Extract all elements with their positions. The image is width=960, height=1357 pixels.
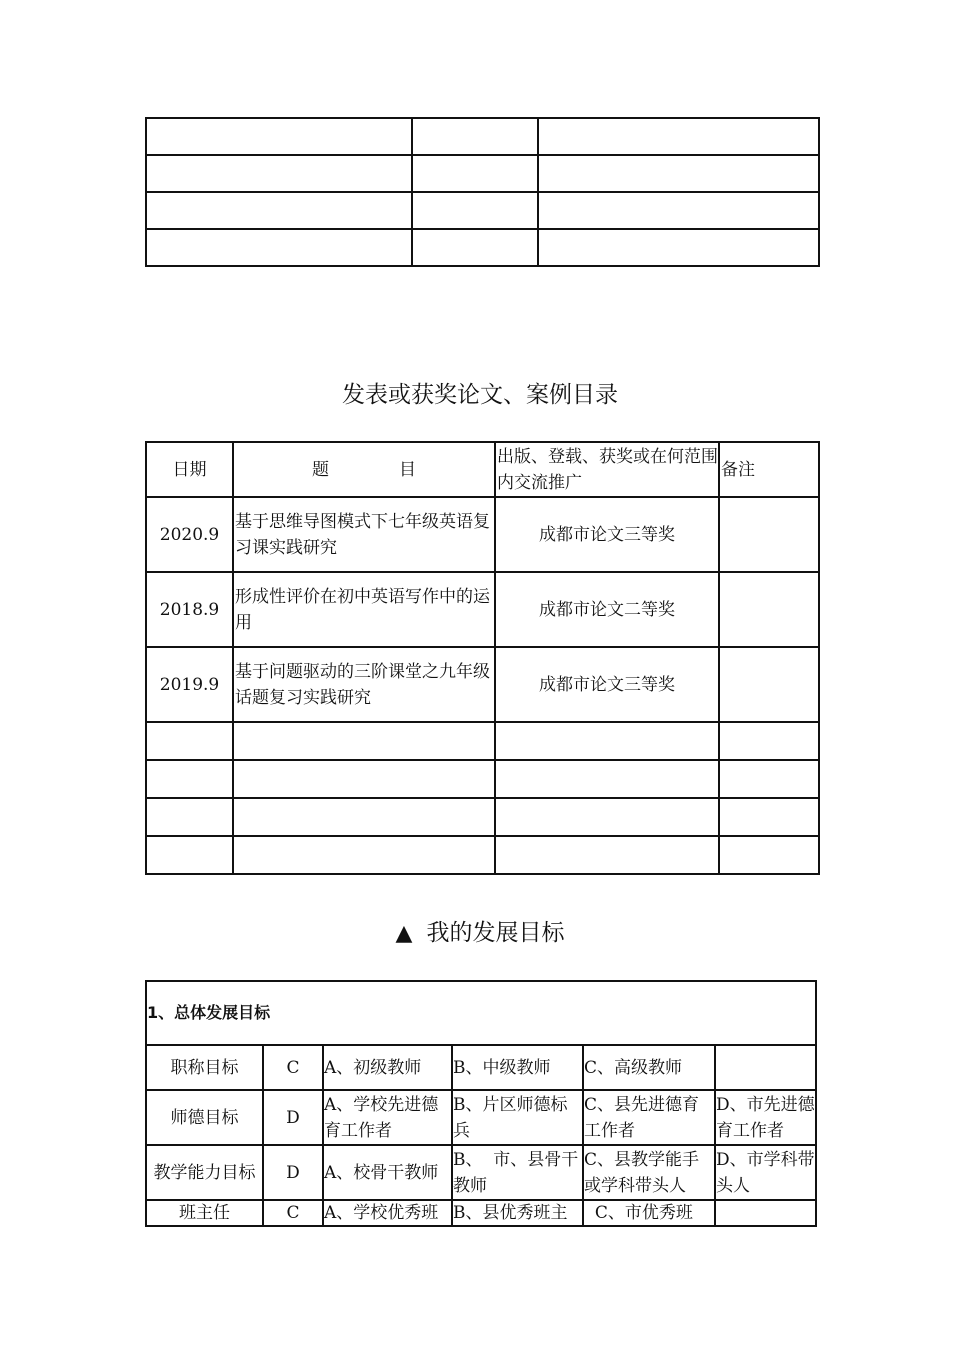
paper-note bbox=[719, 497, 819, 572]
blank-cell bbox=[538, 155, 819, 192]
empty-cell bbox=[146, 760, 233, 798]
goal-option: B、 市、县骨干教师 bbox=[452, 1145, 583, 1200]
goal-option: C、县先进德育工作者 bbox=[583, 1090, 715, 1145]
goal-option: A、校骨干教师 bbox=[323, 1145, 452, 1200]
paper-note bbox=[719, 572, 819, 647]
papers-table bbox=[145, 441, 820, 875]
goal-row bbox=[146, 1045, 816, 1090]
blank-table bbox=[145, 117, 820, 267]
empty-cell bbox=[719, 760, 819, 798]
papers-header-row bbox=[146, 442, 819, 497]
goal-option: D、市先进德育工作者 bbox=[715, 1090, 816, 1145]
blank-cell bbox=[146, 118, 412, 155]
paper-row bbox=[146, 497, 819, 572]
paper-title: 形成性评价在初中英语写作中的运用 bbox=[233, 572, 495, 647]
goal-option: B、县优秀班主 bbox=[452, 1200, 583, 1226]
blank-cell bbox=[146, 155, 412, 192]
paper-row bbox=[146, 572, 819, 647]
empty-cell bbox=[495, 760, 719, 798]
empty-cell bbox=[146, 722, 233, 760]
paper-row-empty bbox=[146, 836, 819, 874]
blank-cell bbox=[412, 118, 538, 155]
goals-table bbox=[145, 980, 817, 1227]
empty-cell bbox=[146, 836, 233, 874]
blank-table-row bbox=[146, 118, 819, 155]
paper-publication: 成都市论文二等奖 bbox=[495, 572, 719, 647]
paper-title: 基于思维导图模式下七年级英语复习课实践研究 bbox=[233, 497, 495, 572]
goal-option: A、学校优秀班 bbox=[323, 1200, 452, 1226]
goal-option: A、学校先进德育工作者 bbox=[323, 1090, 452, 1145]
header-title-part1: 题 bbox=[312, 459, 329, 480]
blank-cell bbox=[538, 229, 819, 266]
empty-cell bbox=[233, 722, 495, 760]
empty-cell bbox=[719, 836, 819, 874]
goal-option: D、市学科带头人 bbox=[715, 1145, 816, 1200]
blank-cell bbox=[146, 192, 412, 229]
empty-cell bbox=[495, 798, 719, 836]
goal-row bbox=[146, 1200, 816, 1226]
paper-title: 基于问题驱动的三阶课堂之九年级话题复习实践研究 bbox=[233, 647, 495, 722]
paper-date: 2019.9 bbox=[146, 647, 233, 722]
paper-date: 2020.9 bbox=[146, 497, 233, 572]
empty-cell bbox=[719, 722, 819, 760]
goal-name: 教学能力目标 bbox=[146, 1145, 263, 1200]
empty-cell bbox=[233, 836, 495, 874]
blank-cell bbox=[412, 155, 538, 192]
paper-row bbox=[146, 647, 819, 722]
blank-table-row bbox=[146, 192, 819, 229]
header-publication: 出版、登载、获奖或在何范围内交流推广 bbox=[495, 442, 719, 497]
paper-note bbox=[719, 647, 819, 722]
paper-row-empty bbox=[146, 798, 819, 836]
goal-option: B、中级教师 bbox=[452, 1045, 583, 1090]
goal-option: C、县教学能手或学科带头人 bbox=[583, 1145, 715, 1200]
triangle-icon: ▲ bbox=[395, 921, 413, 946]
header-date: 日期 bbox=[146, 442, 233, 497]
goal-option: B、片区师德标兵 bbox=[452, 1090, 583, 1145]
paper-date: 2018.9 bbox=[146, 572, 233, 647]
empty-cell bbox=[146, 798, 233, 836]
paper-row-empty bbox=[146, 722, 819, 760]
empty-cell bbox=[233, 760, 495, 798]
empty-cell bbox=[495, 722, 719, 760]
paper-row-empty bbox=[146, 760, 819, 798]
header-note: 备注 bbox=[719, 442, 819, 497]
empty-cell bbox=[719, 798, 819, 836]
header-title bbox=[233, 442, 495, 497]
goal-choice: D bbox=[263, 1145, 323, 1200]
blank-cell bbox=[412, 192, 538, 229]
goal-option: C、高级教师 bbox=[583, 1045, 715, 1090]
blank-table-row bbox=[146, 155, 819, 192]
goal-name: 班主任 bbox=[146, 1200, 263, 1226]
goal-option bbox=[715, 1200, 816, 1226]
goals-section-title bbox=[0, 914, 960, 947]
blank-cell bbox=[538, 118, 819, 155]
paper-publication: 成都市论文三等奖 bbox=[495, 497, 719, 572]
blank-cell bbox=[412, 229, 538, 266]
goals-title-text: 我的发展目标 bbox=[426, 920, 565, 946]
header-title-part2: 目 bbox=[399, 459, 416, 480]
goal-option: C、市优秀班 bbox=[583, 1200, 715, 1226]
empty-cell bbox=[233, 798, 495, 836]
goal-name: 职称目标 bbox=[146, 1045, 263, 1090]
empty-cell bbox=[495, 836, 719, 874]
blank-table-row bbox=[146, 229, 819, 266]
blank-cell bbox=[538, 192, 819, 229]
goal-row bbox=[146, 1145, 816, 1200]
goals-subtitle-row bbox=[146, 981, 816, 1045]
goals-subtitle: 1、总体发展目标 bbox=[146, 981, 816, 1045]
goal-choice: C bbox=[263, 1045, 323, 1090]
goal-row bbox=[146, 1090, 816, 1145]
goal-choice: C bbox=[263, 1200, 323, 1226]
goal-option bbox=[715, 1045, 816, 1090]
blank-cell bbox=[146, 229, 412, 266]
goal-choice: D bbox=[263, 1090, 323, 1145]
goal-option: A、初级教师 bbox=[323, 1045, 452, 1090]
papers-section-title: 发表或获奖论文、案例目录 bbox=[342, 382, 618, 408]
paper-publication: 成都市论文三等奖 bbox=[495, 647, 719, 722]
goal-name: 师德目标 bbox=[146, 1090, 263, 1145]
